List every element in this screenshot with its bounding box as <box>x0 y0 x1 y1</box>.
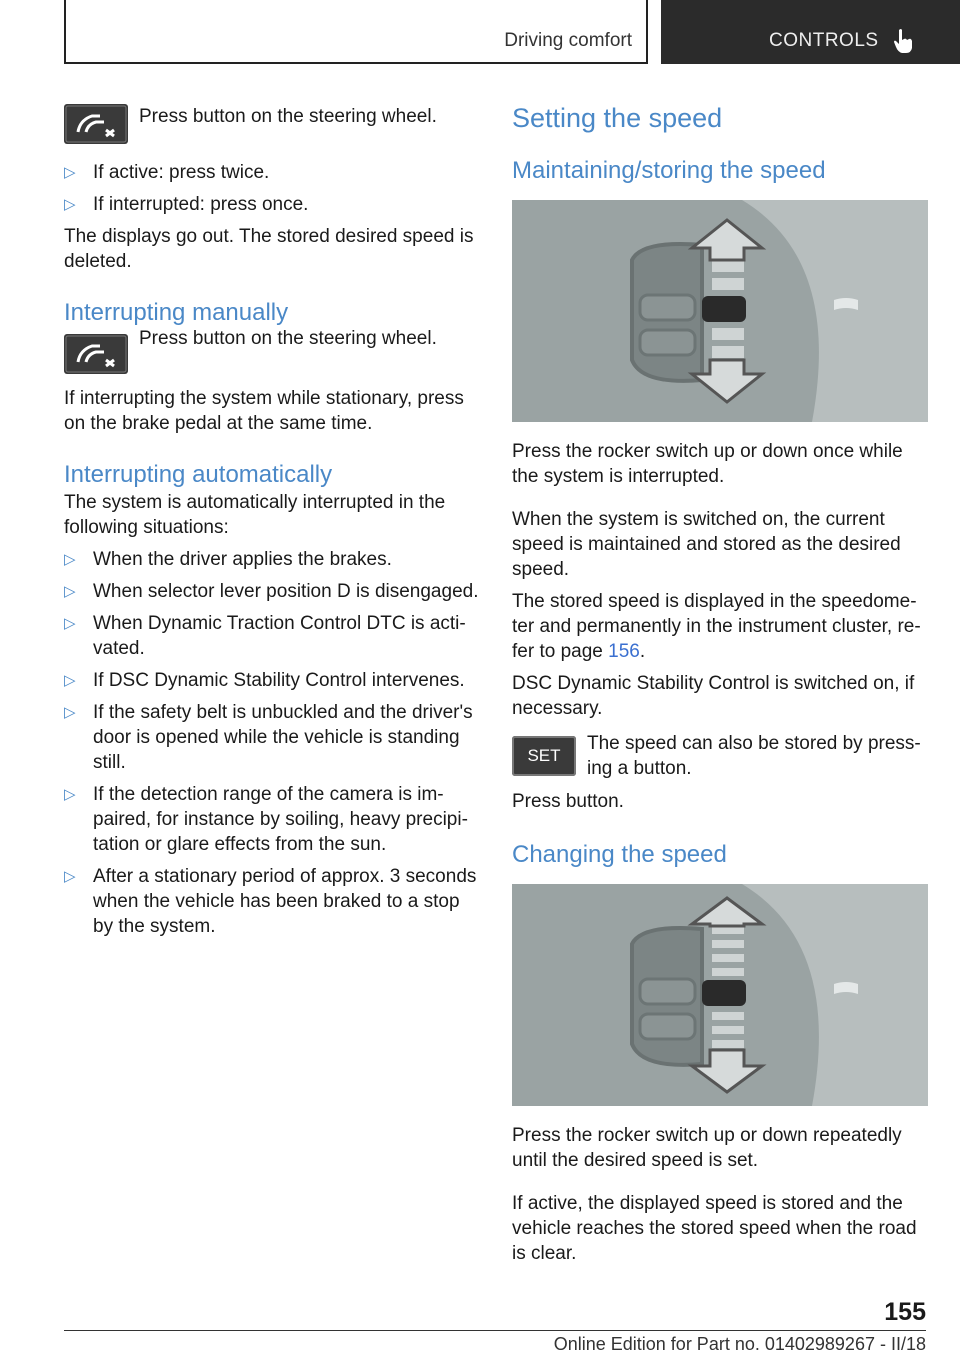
paragraph-dsc-switched-on: DSC Dynamic Stability Control is switched on, if necessary. <box>512 673 915 719</box>
list-item-text: If the safety belt is unbuckled and the driver's door is opened while the vehicle is standing still. <box>93 702 473 773</box>
page-number: 155 <box>884 1298 926 1326</box>
paragraph-text: The stored speed is displayed in the speedome‐ter and permanently in the instrument cluster, re‐fer to page <box>512 591 921 662</box>
list-item-text: If active: press twice. <box>93 162 270 183</box>
cruise-control-button-icon <box>64 334 128 374</box>
right-column <box>512 102 930 1266</box>
list-item: ▷ When selector lever position D is disengaged. <box>64 581 479 602</box>
list-item: ▷ If the safety belt is unbuckled and the driver's door is opened while the vehicle is standing still. <box>64 702 473 773</box>
list-item-text: If DSC Dynamic Stability Control intervenes. <box>93 670 465 691</box>
set-button-label: SET <box>527 746 561 765</box>
icon-row-set-button <box>512 731 930 783</box>
header-chapter-title: CONTROLS <box>769 30 879 51</box>
list-item: ▷ After a stationary period of approx. 3 seconds when the vehicle has been braked to a stop by the system. <box>64 866 477 937</box>
icon-text-3: The speed can also be stored by press‐ing a button. <box>587 733 921 779</box>
list-item: ▷ When the driver applies the brakes. <box>64 549 392 570</box>
list-item: ▷ If active: press twice. <box>64 162 270 183</box>
icon-text-2: Press button on the steering wheel. <box>139 328 437 349</box>
header-section-title: Driving comfort <box>504 30 632 51</box>
list-item-text: When Dynamic Traction Control DTC is acti‐vated. <box>93 613 466 659</box>
steering-wheel-rocker-image <box>512 200 928 422</box>
list-item-text: When selector lever position D is disengaged. <box>93 581 479 602</box>
list-item-text: After a stationary period of approx. 3 seconds when the vehicle has been braked to a stop by the system. <box>93 866 477 937</box>
list-item-text: If interrupted: press once. <box>93 194 309 215</box>
pointing-hand-icon <box>893 28 915 54</box>
cruise-control-button-icon <box>64 104 128 144</box>
footer-edition: Online Edition for Part no. 01402989267 - II/18 <box>553 1334 926 1354</box>
header-chapter-tab <box>661 0 960 64</box>
list-item-text: When the driver applies the brakes. <box>93 549 392 570</box>
icon-row-steering-button-2 <box>64 326 482 380</box>
paragraph-system-switched-on: When the system is switched on, the current speed is maintained and stored as the desired speed. <box>512 509 901 580</box>
paragraph-interrupt-stationary: If interrupting the system while stationary, press on the brake pedal at the same time. <box>64 388 464 434</box>
list-item-text: If the detection range of the camera is im‐paired, for instance by soiling, heavy precipi‐tation or glare effects from the sun. <box>93 784 468 855</box>
paragraph-stored-speed-displayed <box>512 589 930 664</box>
icon-text-1: Press button on the steering wheel. <box>139 106 437 127</box>
list-item: ▷ If the detection range of the camera is im‐paired, for instance by soiling, heavy precipi‐tation or glare effects from the sun. <box>64 784 468 855</box>
paragraph-displayed-speed-stored: If active, the displayed speed is stored and the vehicle reaches the stored speed when the road is clear. <box>512 1193 917 1264</box>
list-item: ▷ If interrupted: press once. <box>64 194 309 215</box>
footer-divider <box>64 1330 926 1331</box>
icon-row-steering-button-1 <box>64 104 482 152</box>
paragraph-automatic-situations: The system is automatically interrupted in the following situations: <box>64 492 446 538</box>
left-column <box>64 104 482 939</box>
header-section-box <box>64 0 648 64</box>
heading-changing-the-speed: Changing the speed <box>512 841 727 868</box>
paragraph-text-end: . <box>639 641 646 662</box>
list-item: ▷ When Dynamic Traction Control DTC is acti‐vated. <box>64 613 466 659</box>
paragraph-press-button: Press button. <box>512 791 624 812</box>
heading-interrupting-manually: Interrupting manually <box>64 299 289 326</box>
page-reference-link[interactable]: 156 <box>608 641 640 662</box>
paragraph-displays-go-out: The displays go out. The stored desired speed is deleted. <box>64 226 474 272</box>
paragraph-press-rocker-repeatedly: Press the rocker switch up or down repeatedly until the desired speed is set. <box>512 1125 902 1171</box>
heading-maintaining-storing: Maintaining/storing the speed <box>512 157 826 184</box>
heading-interrupting-automatically: Interrupting automatically <box>64 461 333 488</box>
paragraph-press-rocker-once: Press the rocker switch up or down once while the system is interrupted. <box>512 441 903 487</box>
steering-wheel-rocker-image <box>512 884 928 1106</box>
list-item: ▷ If DSC Dynamic Stability Control intervenes. <box>64 670 465 691</box>
heading-setting-the-speed: Setting the speed <box>512 103 723 133</box>
set-button-icon <box>512 736 576 776</box>
